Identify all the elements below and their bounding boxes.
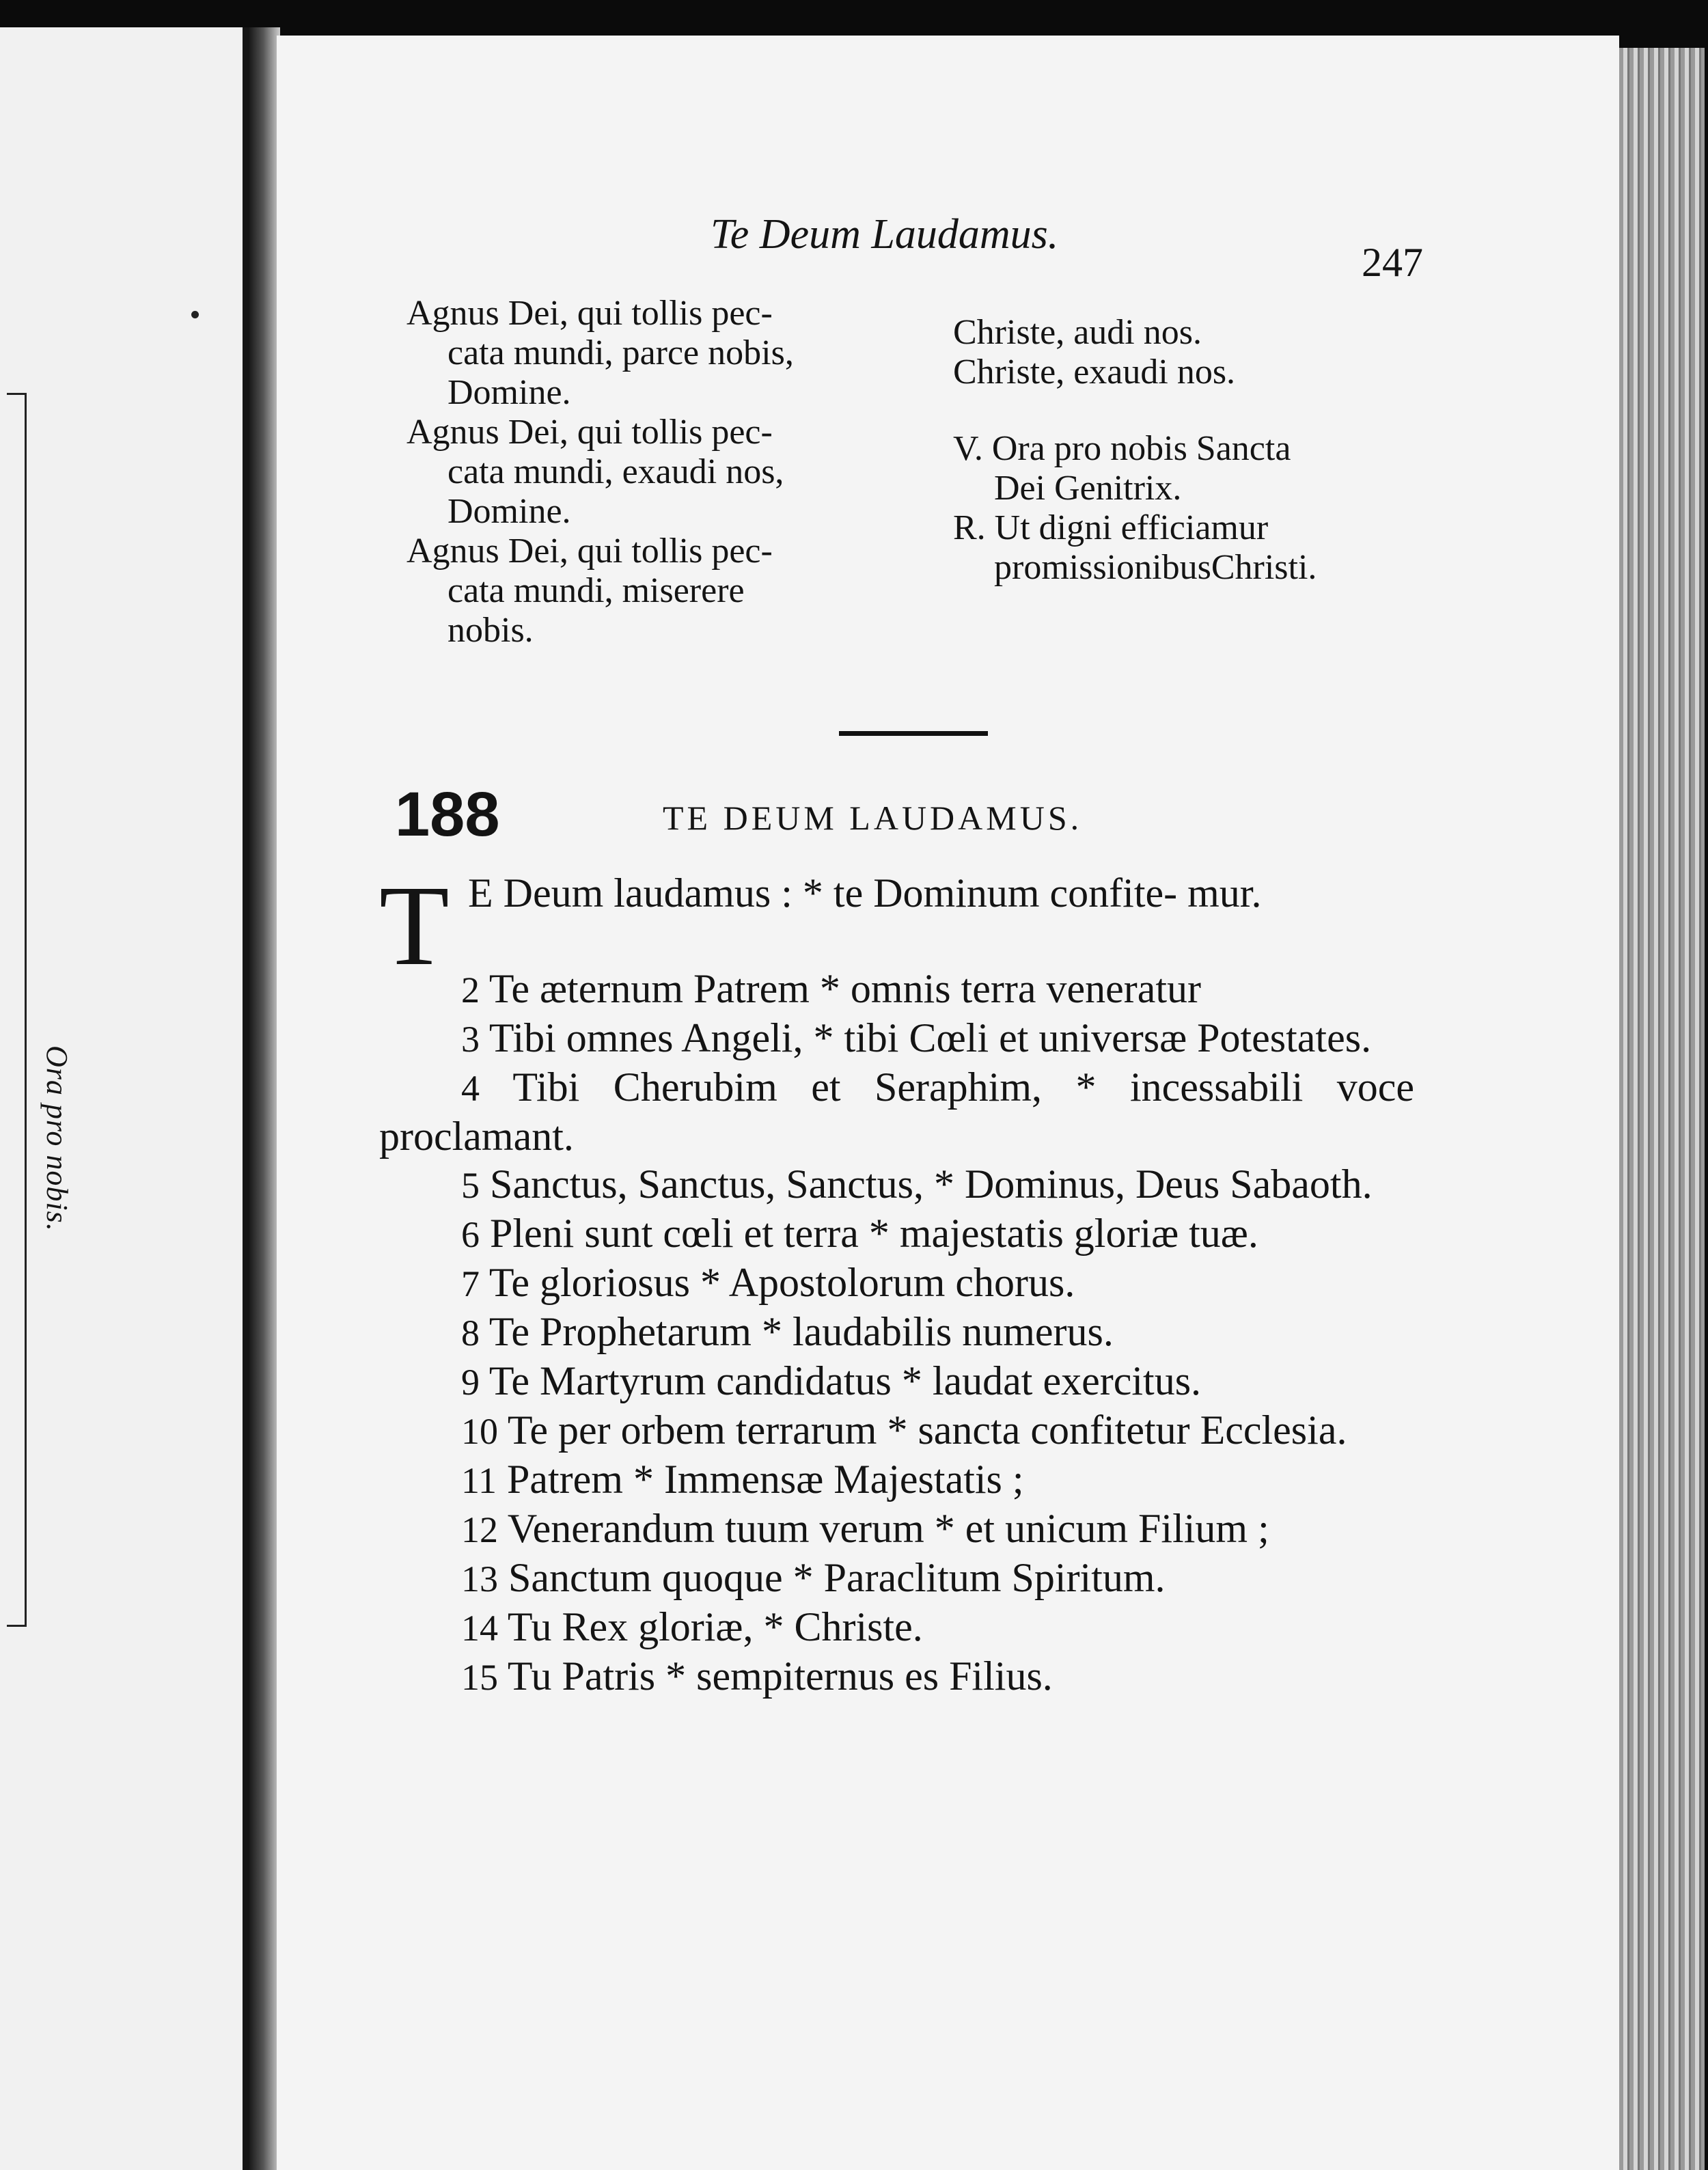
verse (379, 1652, 1414, 1701)
verse-text: Te Prophetarum * laudabilis numerus. (488, 1309, 1114, 1354)
ink-dot (191, 311, 199, 318)
verse-number: 6 (461, 1214, 480, 1255)
verse-text: Te per orbem terrarum * sancta confitetur Ecclesia. (507, 1407, 1347, 1453)
side-note: Ora pro nobis. (40, 1045, 74, 1232)
verse (379, 965, 1414, 1014)
book-gutter (249, 27, 280, 2170)
verse-text: Patrem * Immensæ Majestatis ; (507, 1457, 1024, 1502)
verse (379, 1505, 1414, 1554)
verse-text: Tibi omnes Angeli, * tibi Cœli et universæ Potestates. (488, 1015, 1372, 1060)
verse-text: Te æternum Patrem * omnis terra veneratur (488, 966, 1202, 1011)
verse (379, 1554, 1414, 1603)
verse (379, 1455, 1414, 1505)
margin-bracket (7, 393, 27, 1627)
litany-right-column (953, 313, 1445, 588)
verse (379, 1357, 1414, 1406)
verse-number: 14 (461, 1608, 498, 1649)
verse-number: 4 (461, 1068, 480, 1109)
response: R. Ut digni efficiamur promissionibusChristi. (953, 508, 1317, 587)
verse (379, 1063, 1414, 1160)
verse-text: Tibi Cherubim et Seraphim, * incessabili voce proclamant. (379, 1065, 1415, 1159)
agnus-dei-verse: Agnus Dei, qui tollis pec- cata mundi, exaudi nos, Domine. (407, 413, 784, 531)
verse-number: 8 (461, 1313, 480, 1354)
verse-list (379, 965, 1414, 1701)
verse-number: 2 (461, 970, 480, 1011)
verse-number: 13 (461, 1558, 498, 1599)
verse-number: 7 (461, 1263, 480, 1304)
verse (379, 1259, 1414, 1308)
verse-number: 10 (461, 1411, 498, 1452)
verse-number: 15 (461, 1657, 498, 1698)
page-edges (1619, 48, 1705, 2170)
first-verse: E Deum laudamus : * te Dominum confite- mur. (468, 870, 1262, 916)
hymn-number: 188 (395, 780, 500, 849)
page-number: 247 (1362, 240, 1423, 285)
litany-left-column (407, 294, 885, 650)
versicle: V. Ora pro nobis Sancta Dei Genitrix. (953, 429, 1291, 508)
verse (379, 1603, 1414, 1652)
verse-number: 9 (461, 1362, 480, 1403)
hymn-title: TE DEUM LAUDAMUS. (663, 799, 1083, 837)
agnus-dei-verse: Agnus Dei, qui tollis pec- cata mundi, parce nobis, Domine. (407, 294, 794, 412)
section-divider (839, 731, 988, 736)
verse-text: Tu Patris * sempiternus es Filius. (507, 1653, 1053, 1699)
verse-text: Venerandum tuum verum * et unicum Filium ; (507, 1506, 1269, 1551)
verse-text: Pleni sunt cœli et terra * majestatis gloriæ tuæ. (490, 1211, 1258, 1256)
litany-line: Christe, audi nos. (953, 313, 1202, 352)
verse-number: 11 (461, 1460, 497, 1501)
agnus-dei-verse: Agnus Dei, qui tollis pec- cata mundi, miserere nobis. (407, 532, 773, 650)
verse (379, 1406, 1414, 1455)
verse-text: Sanctus, Sanctus, Sanctus, * Dominus, Deus Sabaoth. (490, 1162, 1373, 1207)
verse-text: Te gloriosus * Apostolorum chorus. (488, 1260, 1075, 1305)
hymn-text (379, 862, 1415, 1701)
verse-number: 3 (461, 1019, 480, 1060)
verse-number: 5 (461, 1165, 480, 1206)
verse (379, 1160, 1414, 1209)
left-page (0, 27, 249, 2170)
litany-line: Christe, exaudi nos. (953, 353, 1236, 392)
drop-cap: T (379, 862, 450, 989)
verse (379, 1014, 1414, 1063)
running-title: Te Deum Laudamus. (711, 211, 1059, 258)
verse (379, 1209, 1414, 1259)
verse-text: Sanctum quoque * Paraclitum Spiritum. (508, 1555, 1166, 1600)
verse-number: 12 (461, 1509, 498, 1550)
verse-text: Tu Rex gloriæ, * Christe. (507, 1604, 923, 1649)
verse-text: Te Martyrum candidatus * laudat exercitus. (488, 1358, 1202, 1403)
verse (379, 1308, 1414, 1357)
